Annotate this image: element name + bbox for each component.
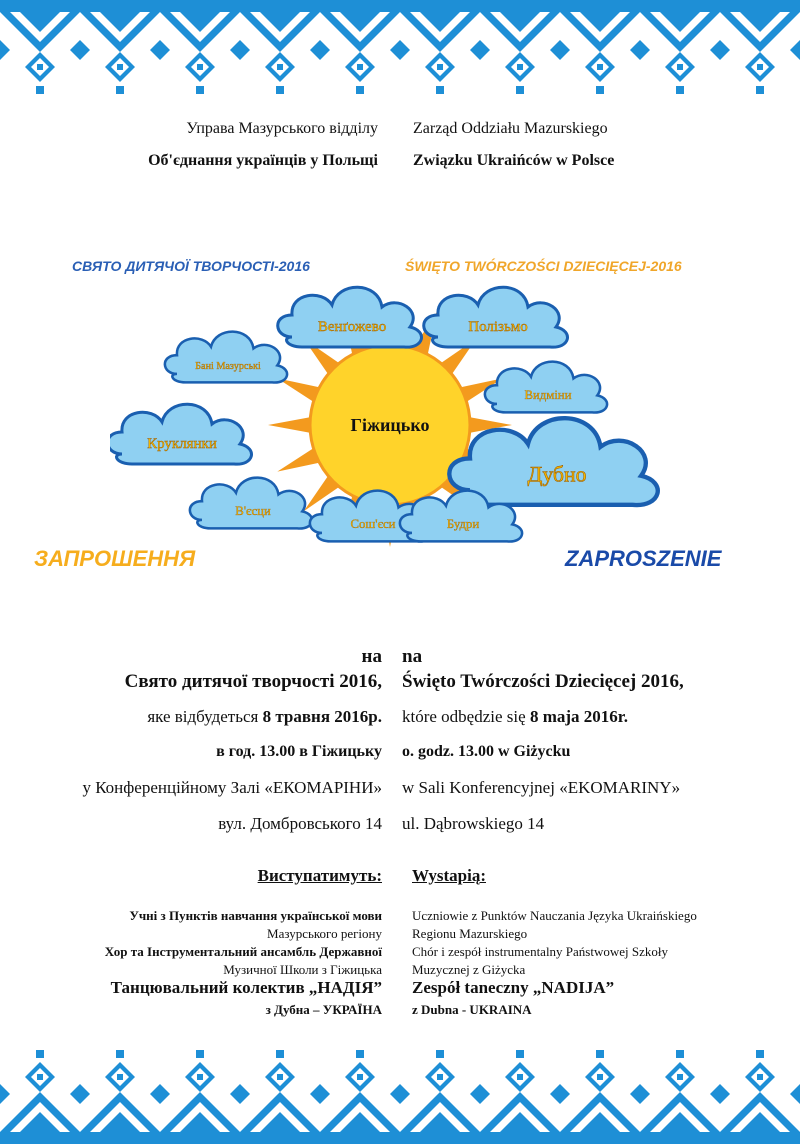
cloud-label: Сош'єси — [350, 516, 396, 531]
cloud-label: Будри — [446, 516, 480, 531]
event-title-ua: Свято дитячої творчості 2016, — [124, 671, 382, 692]
invite-title-ua: ЗАПРОШЕННЯ — [34, 546, 196, 571]
header-pl-line1: Zarząd Oddziału Mazurskiego — [413, 120, 608, 137]
event-date-pl-value: 8 maja 2016r. — [529, 707, 628, 726]
event-street-ua: вул. Домбровського 14 — [218, 814, 382, 833]
event-venue-pl: w Sali Konferencyjnej «EKOMARINY» — [402, 778, 681, 797]
performers-ua-line2: Мазурського регіону — [267, 926, 382, 941]
cloud — [278, 287, 422, 347]
event-na-ua: на — [361, 646, 382, 667]
cloud — [190, 478, 312, 529]
sun-center-label: Гіжицько — [350, 415, 430, 435]
performers-pl-line1: Uczniowie z Punktów Nauczania Języka Ukraińskiego — [412, 908, 697, 923]
performers-pl-line4: Muzycznej z Giżycka — [412, 962, 526, 977]
cloud — [165, 332, 287, 383]
cloud-label: Видміни — [524, 387, 572, 402]
cloud-label: Круклянки — [147, 436, 217, 452]
header-ua-line2: Об'єднання українців у Польщі — [148, 152, 378, 169]
performers-ua-line6: з Дубна – УКРАЇНА — [265, 1002, 382, 1017]
performers-heading-ua: Виступатимуть: — [257, 866, 382, 885]
performers-pl-line5: Zespół taneczny „NADIJA” — [412, 978, 615, 997]
event-street-pl: ul. Dąbrowskiego 14 — [402, 814, 545, 833]
cloud — [110, 404, 251, 464]
cloud — [424, 287, 568, 347]
event-time-ua: в год. 13.00 в Гіжицьку — [216, 743, 382, 760]
header-ua-line1: Управа Мазурського відділу — [186, 120, 378, 137]
cloud-label: Дубно — [527, 462, 587, 487]
invite-title-pl: ZAPROSZENIE — [565, 546, 722, 571]
cloud-label: Венґожево — [317, 319, 387, 335]
performers-ua-line3: Хор та Інструментальний ансамбль Державної — [104, 944, 382, 959]
event-time-pl: o. godz. 13.00 w Giżycku — [402, 743, 571, 760]
embroidery-border-top — [0, 0, 800, 100]
performers-heading-pl: Wystapią: — [412, 866, 486, 885]
event-title-pl: Święto Twórczości Dziecięcej 2016, — [402, 671, 684, 692]
performers-pl-line6: z Dubna - UKRAINA — [412, 1002, 532, 1017]
performers-ua-line4: Музичної Школи з Гіжицька — [223, 962, 382, 977]
event-na-pl: na — [402, 646, 423, 667]
event-date-ua-value: 8 травня 2016р. — [262, 707, 382, 726]
festival-title-ua: СВЯТО ДИТЯЧОЇ ТВОРЧОСТІ-2016 — [72, 258, 310, 274]
cloud — [449, 418, 657, 505]
sun-clouds-illustration — [110, 275, 710, 555]
event-date-ua — [147, 707, 382, 727]
event-date-pl — [402, 707, 628, 727]
embroidery-border-bottom — [0, 1046, 800, 1144]
festival-title-pl: ŚWIĘTO TWÓRCZOŚCI DZIECIĘCEJ-2016 — [405, 258, 682, 274]
cloud-label: Бані Мазурські — [195, 360, 261, 372]
event-date-ua-prefix: яке відбудеться — [147, 707, 263, 726]
performers-pl-line2: Regionu Mazurskiego — [412, 926, 528, 941]
event-date-pl-prefix: które odbędzie się — [402, 707, 530, 726]
performers-pl-line3: Chór i zespół instrumentalny Państwowej Szkoły — [412, 944, 669, 959]
cloud-label: Полізьмо — [468, 319, 528, 335]
performers-ua-line1: Учні з Пунктів навчання української мови — [129, 908, 382, 923]
performers-ua-line5: Танцювальний колектив „НАДІЯ” — [110, 978, 382, 997]
header-pl-line2: Związku Ukraińców w Polsce — [413, 152, 615, 169]
cloud-label: В'єсци — [235, 503, 271, 518]
cloud — [485, 362, 607, 413]
event-venue-ua: у Конференційному Залі «ЕКОМАРІНИ» — [82, 778, 382, 797]
